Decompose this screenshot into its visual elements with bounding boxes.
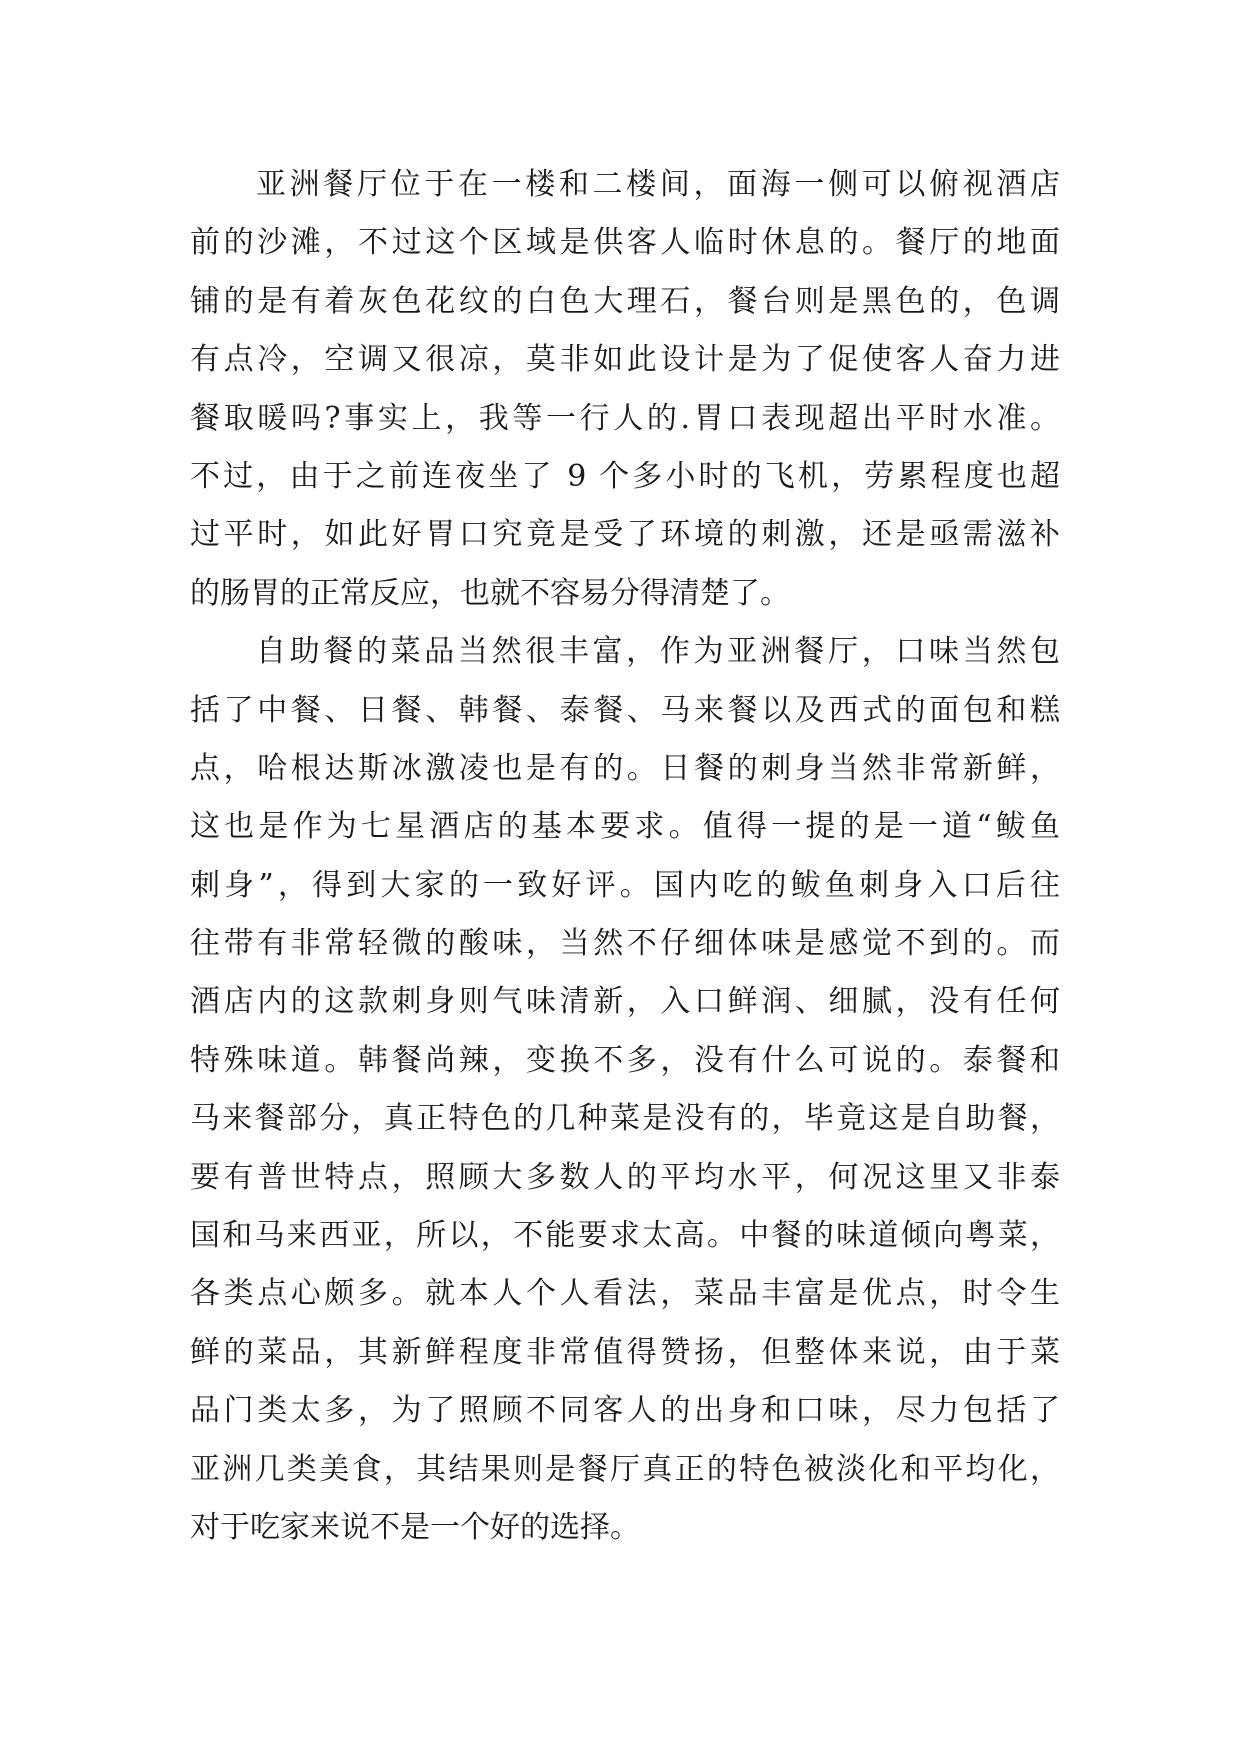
text-line: 餐取暖吗?事实上，我等一行人的.胃口表现超出平时水准。 [190, 400, 1060, 436]
text-line: 有点冷，空调又很凉，莫非如此设计是为了促使客人奋力进 [190, 342, 1060, 378]
paragraph-1 [190, 156, 1060, 623]
text-line: 马来餐部分，真正特色的几种菜是没有的，毕竟这是自助餐， [190, 1101, 1060, 1137]
text-line: 往带有非常轻微的酸味，当然不仔细体味是感觉不到的。而 [190, 926, 1060, 962]
text-line: 这也是作为七星酒店的基本要求。值得一提的是一道“鲅鱼 [190, 809, 1060, 845]
text-line: 要有普世特点，照顾大多数人的平均水平，何况这里又非泰 [190, 1159, 1060, 1195]
article-body [190, 156, 1060, 1557]
text-line: 品门类太多，为了照顾不同客人的出身和口味，尽力包括了 [190, 1393, 1060, 1429]
text-line: 刺身”，得到大家的一致好评。国内吃的鲅鱼刺身入口后往 [190, 867, 1060, 903]
paragraph-2 [190, 623, 1060, 1557]
text-line: 的肠胃的正常反应，也就不容易分得清楚了。 [190, 575, 790, 611]
text-line: 自助餐的菜品当然很丰富，作为亚洲餐厅，口味当然包 [256, 634, 1060, 670]
text-line: 铺的是有着灰色花纹的白色大理石，餐台则是黑色的，色调 [190, 283, 1060, 319]
text-line: 点，哈根达斯冰激凌也是有的。日餐的刺身当然非常新鲜， [190, 750, 1060, 786]
text-line: 不过，由于之前连夜坐了 9 个多小时的飞机，劳累程度也超 [190, 458, 1060, 494]
text-line: 对于吃家来说不是一个好的选择。 [190, 1509, 640, 1545]
text-line: 亚洲餐厅位于在一楼和二楼间，面海一侧可以俯视酒店 [256, 167, 1060, 202]
text-line: 酒店内的这款刺身则气味清新，入口鲜润、细腻，没有任何 [190, 984, 1060, 1020]
text-line: 特殊味道。韩餐尚辣，变换不多，没有什么可说的。泰餐和 [190, 1042, 1060, 1078]
text-line: 过平时，如此好胃口究竟是受了环境的刺激，还是亟需滋补 [190, 517, 1060, 553]
text-line: 国和马来西亚，所以，不能要求太高。中餐的味道倾向粤菜， [190, 1218, 1060, 1254]
text-line: 亚洲几类美食，其结果则是餐厅真正的特色被淡化和平均化， [190, 1451, 1060, 1487]
text-line: 前的沙滩，不过这个区域是供客人临时休息的。餐厅的地面 [190, 225, 1060, 261]
text-line: 括了中餐、日餐、韩餐、泰餐、马来餐以及西式的面包和糕 [190, 692, 1060, 728]
text-line: 鲜的菜品，其新鲜程度非常值得赞扬，但整体来说，由于菜 [190, 1334, 1060, 1370]
text-line: 各类点心颇多。就本人个人看法，菜品丰富是优点，时令生 [190, 1276, 1060, 1312]
